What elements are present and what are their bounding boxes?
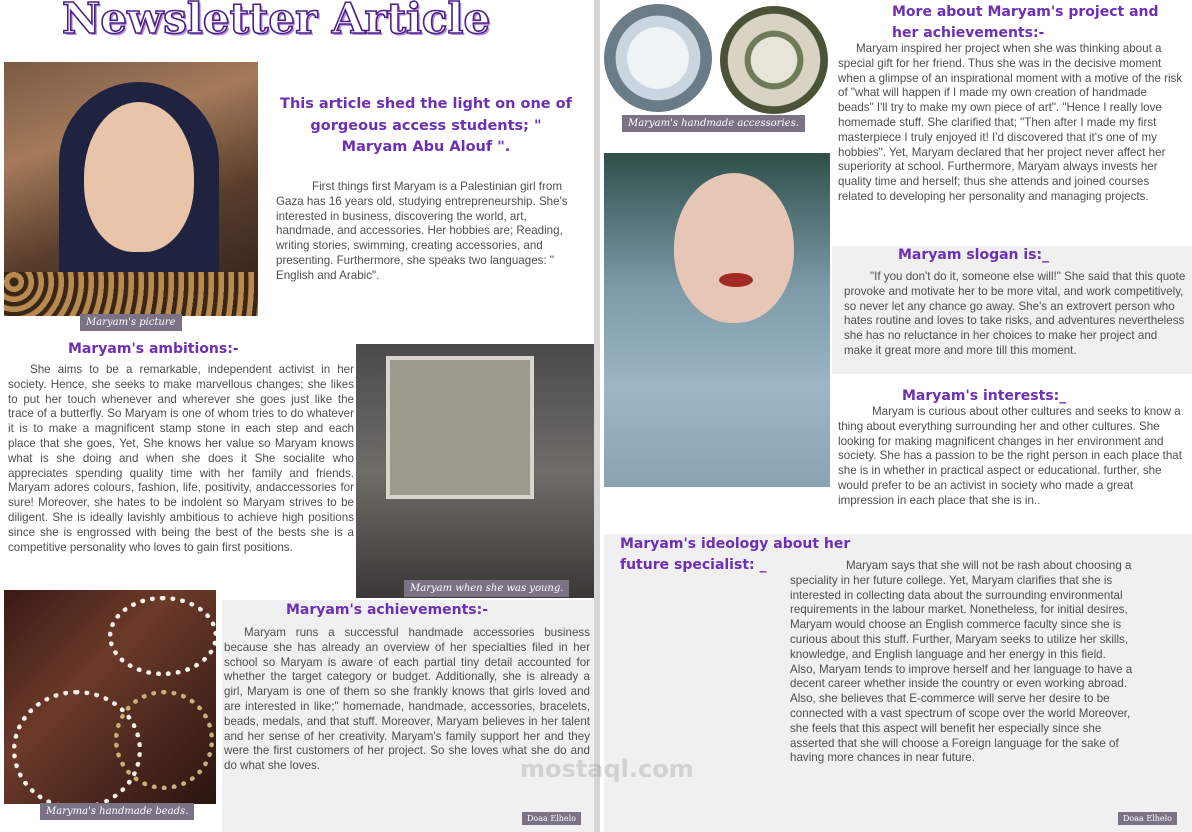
young-photo-caption: Maryam when she was young. — [404, 580, 569, 597]
interests-text: Maryam is curious about other cultures and seeks to know a thing about everything surrounding her and other cultures. She looking for making magnificent changes in her environment and society. She has a passion to be the right person in each place that she is in whether in practical aspect or educational. further, she would prefer to be an activist in society who made a great impression in each place that she is in.. — [838, 405, 1182, 507]
newsletter-page-2 — [600, 0, 1192, 832]
accessories-caption: Maryam's handmade accessories. — [622, 115, 805, 132]
ambitions-text: She aims to be a remarkable, independent activist in her society. Hence, she seeks to make marvellous changes; she likes to put her touch whenever and wherever she goes just like the trace of a butterfly. So Maryam is one of whom tries to do whatever it is to make a magnificent stamp stone in each step and each place that she goes, Yet, She knows her value so Maryam knows what is she doing and when she does it She socialite who appreciates spending quality time with her family and friends. Maryam adores colours, fashion, life, positivity, andaccessories for sure! Moreover, she hates to be indolent so Maryam strives to be diligent. She is ideally lavishly ambitious to achieve high positions since she is engrossed with being the best of the bests she is a competitive personality who loves to gain first positions. — [8, 363, 354, 554]
portrait-caption: Maryam's picture — [80, 314, 182, 331]
project-heading: More about Maryam's project and her achievements:- — [892, 4, 1159, 41]
beads-caption: Maryma's handmade beads. — [40, 803, 194, 820]
accessory-photo-1 — [604, 4, 712, 112]
slogan-text: "If you don't do it, someone else will!" She said that this quote provoke and motivate her to be more vital, and work competitively, so never let any chance go away. She's an extrovert person who hates routine and loves to take risks, and adventures nevertheless she has no reluctance in her choices to make her project and make it great more and more till this moment. — [844, 270, 1186, 357]
interests-heading: Maryam's interests:_ — [902, 388, 1067, 404]
achievements-text: Maryam runs a successful handmade accessories business because she has already an overview of her specialties filed in her school so Maryam is aware of each partial tiny detail accounted for whether the target category or budget. Additionally, she is already a girl, Maryam is one of them so she frankly knows that girls loved and are interested in like;" homemade, handmade, accessories, bracelets, beads, medals, and that stuff. Moreover, Maryam believes in her talent and her sense of her creativity. Maryam's family support her and they were the first customers of her project. So she loves what she do and do what she loves. — [224, 626, 590, 773]
handmade-beads-photo — [4, 590, 216, 804]
intro-heading: This article shed the light on one of gorgeous access students; " Maryam Abu Alouf ". — [280, 96, 572, 155]
maryam-portrait-photo — [4, 62, 258, 316]
ambitions-heading: Maryam's ambitions:- — [68, 341, 239, 357]
newsletter-title: Newsletter Article — [62, 0, 491, 43]
project-text: Maryam inspired her project when she was thinking about a special gift for her friend. Thus she was in the decisive moment when a glimpse of an inspirational moment with a motive of the risk of "what will happen if I made my own creation of handmade beads" I'll try to make my own piece of art". "Hence I really love homemade stuff. She clarified that; "Then after I made my first masterpiece I truly enjoyed it! I'd discovered that it's one of my hobbies". Yet, Maryam declared that her project never affect her superiority at school. Furthermore, Maryam always invests her quality time and herself; thus she attends and joined courses related to developing her personality and managing projects. — [838, 42, 1183, 203]
maryam-selfie-photo — [604, 153, 830, 487]
achievements-heading: Maryam's achievements:- — [286, 602, 489, 618]
newsletter-page-1 — [0, 0, 594, 832]
intro-text: First things first Maryam is a Palestinian girl from Gaza has 16 years old, studying entrepreneurship. She's interested in business, discovering the world, art, handmade, and accessories. Her hobbies are; Reading, writing stories, swimming, creating accessories, and presenting. Furthermore, she speaks two languages: " English and Arabic". — [276, 180, 568, 282]
watermark: mostaql.com — [520, 755, 694, 783]
slogan-heading: Maryam slogan is:_ — [898, 247, 1050, 263]
classroom-photo — [356, 344, 594, 598]
page2-signature: Doaa Elhelo — [1118, 812, 1177, 825]
ideology-heading: Maryam's ideology about her future specialist: _ — [620, 536, 851, 573]
page1-signature: Doaa Elhelo — [522, 812, 581, 825]
accessory-photo-2 — [720, 6, 828, 114]
ideology-text: Maryam says that she will not be rash about choosing a speciality in her future college. Yet, Maryam clarifies that she is interested in collecting data about the surrounding environmental requirements in the labour market. Nonetheless, for initial desires, Maryam would choose an English commerce faculty since she is curious about this stuff. Further, Maryam seeks to utilize her skills, knowledge, and English language and her energy in this field. Also, Maryam tends to improve herself and her language to have a decent career whether inside the country or even working abroad. Also, she believes that E-commerce will serve her desire to be connected with a vast spectrum of scope over the world Moreover, she feels that this aspect will benefit her especially since she asserted that she will choose a Foreign language for the sake of having more chances in near future. — [790, 559, 1133, 765]
